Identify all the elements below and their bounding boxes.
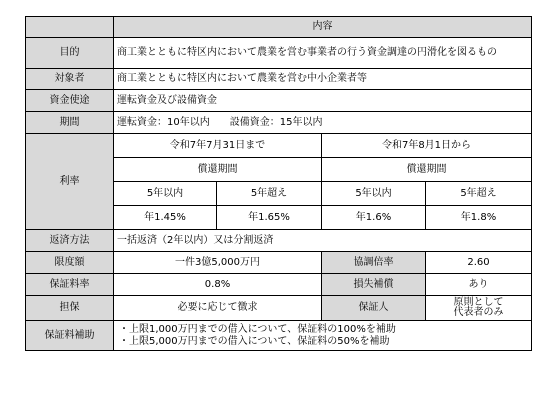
label-hensai: 返済方法 — [26, 230, 114, 252]
row-hensai — [26, 230, 532, 252]
riritsu-after-date: 令和7年8月1日から — [322, 134, 532, 158]
hojo-list — [117, 324, 528, 348]
label-gendogaku: 限度額 — [26, 252, 114, 274]
row-mokuteki — [26, 38, 532, 69]
header-naiyo: 内容 — [114, 17, 532, 38]
riritsu-before-date: 令和7年7月31日まで — [114, 134, 322, 158]
riritsu-before-within5-rate: 年1.45% — [114, 206, 217, 230]
value-kyocho-bairitsu: 2.60 — [426, 252, 532, 274]
riritsu-before-within5-label: 5年以内 — [114, 182, 217, 206]
label-mokuteki: 目的 — [26, 38, 114, 69]
label-sonshitsu-hosho: 損失補償 — [322, 274, 426, 296]
value-hojo — [114, 321, 532, 351]
riritsu-before-over5-label: 5年超え — [217, 182, 322, 206]
label-hoshonin: 保証人 — [322, 296, 426, 321]
hojo-item: ・上限1,000万円までの借入について、保証料の100%を補助 — [119, 323, 396, 335]
riritsu-after-within5-label: 5年以内 — [322, 182, 426, 206]
value-hoshoryoritsu: 0.8% — [114, 274, 322, 296]
row-tanpo — [26, 296, 532, 321]
hojo-item: ・上限5,000万円までの借入について、保証料の50%を補助 — [119, 335, 390, 347]
label-kikan: 期間 — [26, 112, 114, 134]
label-hoshoryoritsu: 保証料率 — [26, 274, 114, 296]
label-taishosha: 対象者 — [26, 69, 114, 90]
header-row — [26, 17, 532, 38]
value-hensai: 一括返済（2年以内）又は分割返済 — [114, 230, 532, 252]
riritsu-after-period: 償還期間 — [322, 158, 532, 182]
row-shikin-shito — [26, 90, 532, 112]
label-riritsu: 利率 — [26, 134, 114, 230]
row-hojo — [26, 321, 532, 351]
riritsu-before-period: 償還期間 — [114, 158, 322, 182]
value-shikin-shito: 運転資金及び設備資金 — [114, 90, 532, 112]
label-kyocho-bairitsu: 協調倍率 — [322, 252, 426, 274]
value-kikan: 運転資金：10年以内 設備資金：15年以内 — [114, 112, 532, 134]
row-kikan — [26, 112, 532, 134]
riritsu-after-within5-rate: 年1.6% — [322, 206, 426, 230]
label-shikin-shito: 資金使途 — [26, 90, 114, 112]
riritsu-before-over5-rate: 年1.65% — [217, 206, 322, 230]
value-gendogaku: 一件3億5,000万円 — [114, 252, 322, 274]
riritsu-after-over5-label: 5年超え — [426, 182, 532, 206]
value-taishosha: 商工業とともに特区内において農業を営む中小企業者等 — [114, 69, 532, 90]
value-tanpo: 必要に応じて徴求 — [114, 296, 322, 321]
row-gendogaku — [26, 252, 532, 274]
value-hoshonin: 原則として 代表者のみ — [426, 296, 532, 321]
label-tanpo: 担保 — [26, 296, 114, 321]
row-taishosha — [26, 69, 532, 90]
row-hoshoryoritsu — [26, 274, 532, 296]
loan-terms-table — [25, 16, 532, 351]
row-riritsu-dates — [26, 134, 532, 158]
riritsu-after-over5-rate: 年1.8% — [426, 206, 532, 230]
value-mokuteki: 商工業とともに特区内において農業を営む事業者の行う資金調達の円滑化を図るもの — [114, 38, 532, 69]
label-hojo: 保証料補助 — [26, 321, 114, 351]
value-sonshitsu-hosho: あり — [426, 274, 532, 296]
header-blank-cell — [26, 17, 114, 38]
